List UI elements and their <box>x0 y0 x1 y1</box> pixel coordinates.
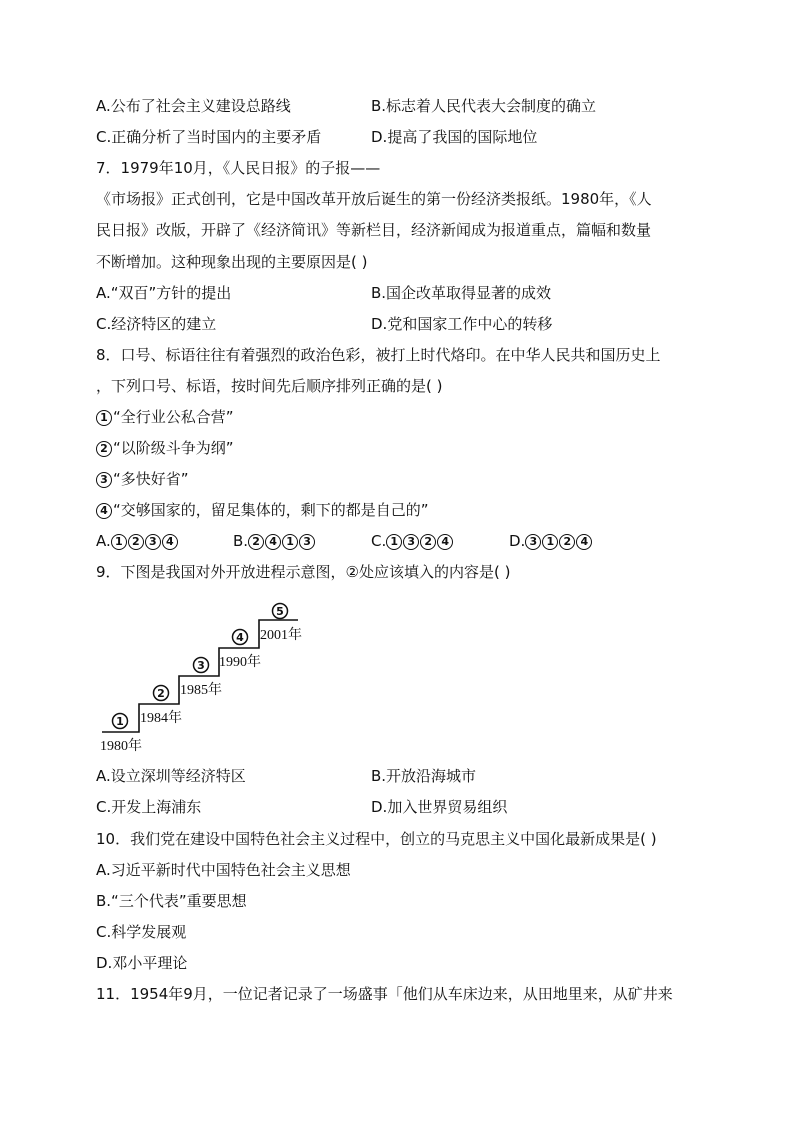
q8-item-text: “交够国家的，留足集体的，剩下的都是自己的” <box>113 501 429 519</box>
q10-option-a: A.习近平新时代中国特色社会主义思想 <box>96 861 351 879</box>
q9-option-d: D.加入世界贸易组织 <box>371 798 508 816</box>
year-label-1990: 1990年 <box>219 655 261 670</box>
q8-item-text: “全行业公私合营” <box>113 408 234 426</box>
q9-option-a: A.设立深圳等经济特区 <box>96 767 246 785</box>
q7-option-b: B.国企改革取得显著的成效 <box>371 284 552 302</box>
step-number-3: 3 <box>197 659 205 672</box>
circled-number: 2 <box>96 441 112 457</box>
q9-option-b: B.开放沿海城市 <box>371 767 477 785</box>
q8-option-d: D. 3 1 2 4 <box>509 531 593 551</box>
q8-item-text: “多快好省” <box>113 470 189 488</box>
q7-stem-line4: 不断增加。这种现象出现的主要原因是( ) <box>96 253 368 271</box>
year-label-1985: 1985年 <box>180 683 222 698</box>
q6-option-c: C.正确分析了当时国内的主要矛盾 <box>96 128 322 146</box>
q7-stem-line3: 民日报》改版，开辟了《经济简讯》等新栏目，经济新闻成为报道重点，篇幅和数量 <box>96 221 652 239</box>
step-number-4: 4 <box>236 631 244 644</box>
year-label-1980: 1980年 <box>100 739 142 754</box>
q10-option-d: D.邓小平理论 <box>96 954 188 972</box>
q6-option-b: B.标志着人民代表大会制度的确立 <box>371 97 597 115</box>
circled-number: 1 <box>96 410 112 426</box>
step-number-2: 2 <box>157 687 165 700</box>
q10-option-c: C.科学发展观 <box>96 923 187 941</box>
q7-option-c: C.经济特区的建立 <box>96 315 217 333</box>
q7-option-a: A.“双百”方针的提出 <box>96 284 232 302</box>
q8-item-text: “以阶级斗争为纲” <box>113 439 234 457</box>
year-label-1984: 1984年 <box>140 711 182 726</box>
q6-option-d: D.提高了我国的国际地位 <box>371 128 538 146</box>
year-label-2001: 2001年 <box>260 628 302 643</box>
opening-up-staircase-diagram <box>98 598 308 758</box>
q10-option-b: B.“三个代表”重要思想 <box>96 892 247 910</box>
step-number-5: 5 <box>276 605 284 618</box>
q8-option-b: B. 2 4 1 3 <box>233 531 316 551</box>
q8-option-c: C. 1 3 2 4 <box>371 531 454 551</box>
q8-item-2 <box>96 438 234 458</box>
q8-item-4 <box>96 500 429 520</box>
q8-item-3 <box>96 469 189 489</box>
q10-stem: 10．我们党在建设中国特色社会主义过程中，创立的马克思主义中国化最新成果是( ) <box>96 830 657 848</box>
circled-number: 3 <box>96 472 112 488</box>
q6-option-a: A.公布了社会主义建设总路线 <box>96 97 291 115</box>
q9-option-c: C.开发上海浦东 <box>96 798 202 816</box>
step-number-1: 1 <box>116 715 124 728</box>
q11-stem: 11．1954年9月，一位记者记录了一场盛事「他们从车床边来，从田地里来，从矿井来 <box>96 985 673 1003</box>
q8-stem-line2: ，下列口号、标语，按时间先后顺序排列正确的是( ) <box>96 377 443 395</box>
q8-stem-line1: 8．口号、标语往往有着强烈的政治色彩，被打上时代烙印。在中华人民共和国历史上 <box>96 346 661 364</box>
q7-option-d: D.党和国家工作中心的转移 <box>371 315 553 333</box>
q8-option-a: A. 1 2 3 4 <box>96 531 179 551</box>
q7-stem-line2: 《市场报》正式创刊，它是中国改革开放后诞生的第一份经济类报纸。1980年，《人 <box>96 190 652 208</box>
q9-stem: 9．下图是我国对外开放进程示意图，②处应该填入的内容是( ) <box>96 563 511 581</box>
q8-item-1 <box>96 407 234 427</box>
circled-number: 4 <box>96 503 112 519</box>
q7-stem-line1: 7．1979年10月，《人民日报》的子报—— <box>96 159 381 177</box>
